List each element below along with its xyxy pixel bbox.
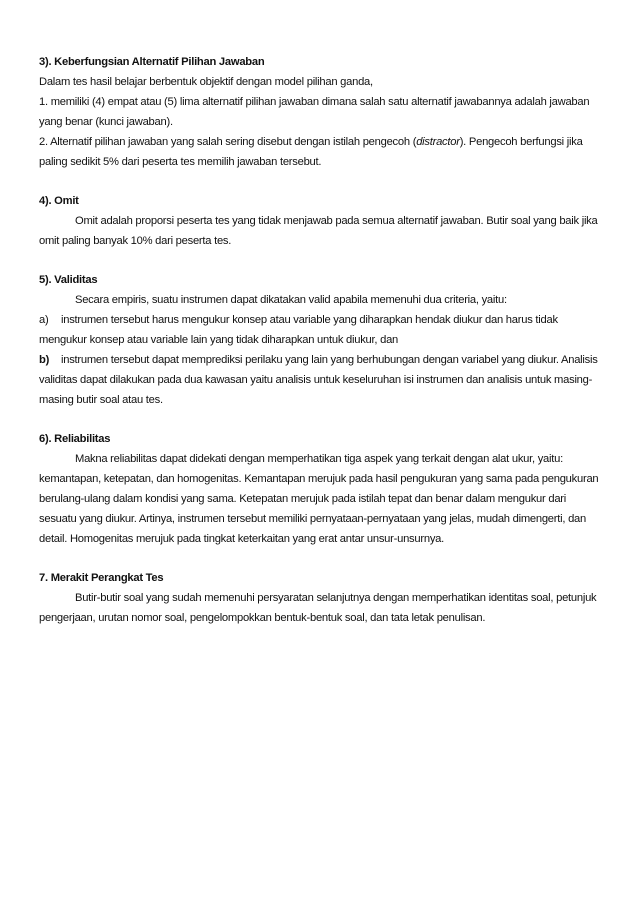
italic-term: distractor [416,136,460,148]
paragraph: Dalam tes hasil belajar berbentuk objektif dengan model pilihan ganda, [39,76,373,88]
section-heading: 7. Merakit Perangkat Tes [39,572,164,584]
list-text: instrumen tersebut dapat memprediksi perilaku yang lain yang berhubungan dengan variabel yang diukur. Analisis [61,354,598,366]
list-continuation: validitas dapat dilakukan pada dua kawasan yaitu analisis untuk keseluruhan isi instrumen dan analisis untuk masing-masing butir soal atau tes. [39,374,593,406]
list-continuation: mengukur konsep atau variable lain yang tidak diharapkan untuk diukur, dan [39,334,399,346]
list-item: 1. memiliki (4) empat atau (5) lima alternatif pilihan jawaban dimana salah satu alternatif jawabannya adalah jawaban yang benar (kunci jawaban). [39,96,590,128]
list-marker: b) [39,354,50,366]
paragraph: Butir-butir soal yang sudah memenuhi persyaratan selanjutnya dengan memperhatikan identitas soal, petunjuk pengerjaan, urutan nomor soal, pengelompokkan bentuk-bentuk soal, dan tata letak penulisan. [39,592,597,624]
section-keberfungsian [39,52,599,172]
list-marker: a) [39,314,49,326]
section-validitas [39,270,599,410]
section-heading: 4). Omit [39,195,79,207]
list-item-a [39,310,599,330]
list-item [39,132,599,172]
section-heading: 5). Validitas [39,274,98,286]
list-item-b [39,350,599,370]
section-heading: 3). Keberfungsian Alternatif Pilihan Jawaban [39,56,265,68]
paragraph: Makna reliabilitas dapat didekati dengan memperhatikan tiga aspek yang terkait dengan alat ukur, yaitu: kemantapan, ketepatan, dan homogenitas. Kemantapan merujuk pada hasil pengukuran yang sama pada pengukuran berulang-ulang dalam kondisi yang sama. Ketepatan merujuk pada istilah tepat dan benar dalam mengukur dari sesuatu yang diukur. Artinya, instrumen tersebut memiliki pernyataan-pernyataan yang jelas, mudah dimengerti, dan detail. Homogenitas merujuk pada tingkat keterkaitan yang erat antar unsur-unsurnya. [39,453,599,545]
section-merakit [39,568,599,628]
list-text: instrumen tersebut harus mengukur konsep atau variable yang diharapkan hendak diukur dan harus tidak [61,314,558,326]
paragraph: Omit adalah proporsi peserta tes yang tidak menjawab pada semua alternatif jawaban. Butir soal yang baik jika omit paling banyak 10% dari peserta tes. [39,215,598,247]
section-heading: 6). Reliabilitas [39,433,111,445]
text-run: ). Pengecoh berfungsi jika paling sedikit 5% dari peserta tes memilih jawaban tersebut. [39,136,583,168]
section-omit [39,191,599,251]
text-run: 2. Alternatif pilihan jawaban yang salah sering disebut dengan istilah pengecoh ( [39,136,417,148]
section-reliabilitas [39,429,599,549]
document-page [39,52,599,628]
paragraph: Secara empiris, suatu instrumen dapat dikatakan valid apabila memenuhi dua criteria, yaitu: [75,294,507,306]
